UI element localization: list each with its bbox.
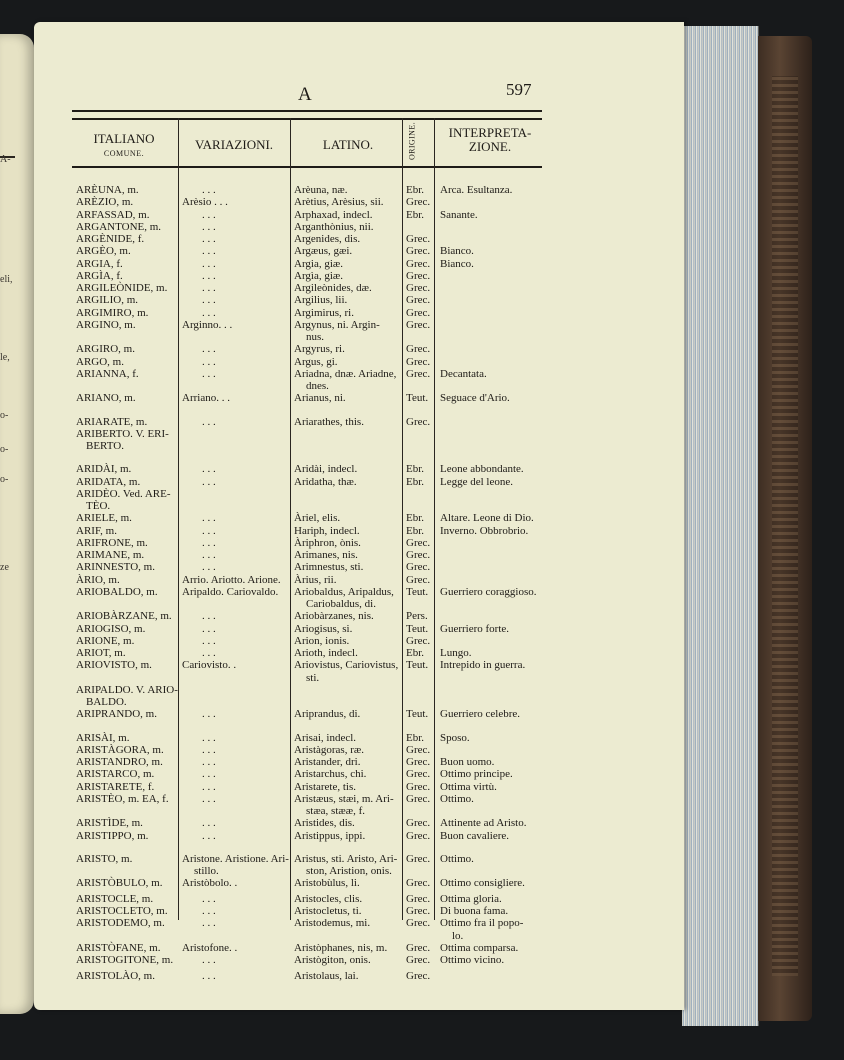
cell-latino: Aristarete, tis. — [294, 780, 357, 793]
column-divider — [402, 118, 403, 920]
cell-origine: Grec. — [406, 917, 431, 930]
cell-latino: sti. — [306, 671, 320, 684]
cell-variazioni: . . . — [202, 954, 216, 967]
cell-italiano: ARISÀI, m. — [76, 731, 130, 744]
cell-interpretazione: Legge del leone. — [440, 475, 513, 488]
cell-italiano: ARIBERTO. V. ERI- — [76, 427, 169, 440]
column-header-origine — [404, 118, 422, 164]
cell-latino: Cariobaldus, di. — [306, 598, 376, 611]
cell-variazioni: Aristòbolo. . — [182, 877, 238, 890]
cell-origine: Grec. — [406, 343, 431, 356]
cell-interpretazione: Ottimo consigliere. — [440, 877, 525, 890]
cell-latino: Aristus, sti. Aristo, Ari- — [294, 852, 398, 865]
cell-latino: Arganthònius, nii. — [294, 220, 374, 233]
cell-italiano: ARIOVISTO, m. — [76, 659, 152, 672]
cell-variazioni: . . . — [202, 792, 216, 805]
cell-italiano: ARISTANDRO, m. — [76, 756, 163, 769]
cell-origine: Grec. — [406, 415, 431, 428]
cell-interpretazione: Guerriero coraggioso. — [440, 585, 537, 598]
cell-origine: Grec. — [406, 367, 431, 380]
cell-origine: Grec. — [406, 634, 431, 647]
cell-variazioni: . . . — [202, 257, 216, 270]
cell-variazioni: . . . — [202, 610, 216, 623]
cell-variazioni: . . . — [202, 731, 216, 744]
cell-variazioni: . . . — [202, 343, 216, 356]
cell-latino: Aristippus, ippi. — [294, 829, 366, 842]
cell-variazioni: . . . — [202, 743, 216, 756]
cell-variazioni: . . . — [202, 756, 216, 769]
cell-latino: Aristobùlus, li. — [294, 877, 360, 890]
cell-italiano: ARIPRANDO, m. — [76, 708, 157, 721]
cell-variazioni: . . . — [202, 780, 216, 793]
cell-latino: Argæus, gæi. — [294, 245, 353, 258]
cell-italiano: BERTO. — [86, 440, 124, 453]
column-header-italiano: ITALIANO — [93, 131, 155, 146]
left-page-fragment: o- — [0, 410, 9, 421]
cell-variazioni: . . . — [202, 622, 216, 635]
cell-origine: Teut. — [406, 392, 429, 405]
cell-interpretazione: Ottima virtù. — [440, 780, 497, 793]
cell-origine: Ebr. — [406, 184, 425, 196]
cell-italiano: TÈO. — [86, 500, 111, 513]
column-divider — [290, 118, 291, 920]
page-number: 597 — [506, 80, 532, 99]
cell-italiano: ARGÌA, f. — [76, 269, 123, 282]
cell-latino: Aristocles, clis. — [294, 892, 363, 905]
cell-latino: Argenides, dis. — [294, 233, 361, 245]
cell-italiano: ARISTÒBULO, m. — [76, 877, 163, 890]
column-divider — [178, 118, 179, 920]
cell-italiano: ARIOBALDO, m. — [76, 585, 158, 598]
cell-interpretazione: Ottima gloria. — [440, 892, 502, 905]
cell-italiano: ARIF, m. — [76, 524, 117, 537]
cell-interpretazione: Bianco. — [440, 257, 474, 270]
cell-italiano: ARISTÈO, m. EA, f. — [76, 792, 169, 805]
cell-variazioni: . . . — [202, 905, 216, 918]
cell-variazioni: . . . — [202, 294, 216, 307]
column-header-italiano-sub: COMUNE. — [103, 149, 145, 158]
header-rule-bottom — [72, 166, 542, 168]
cell-variazioni: . . . — [202, 634, 216, 647]
cell-interpretazione: Buon cavaliere. — [440, 829, 510, 842]
cell-latino: Arimnestus, sti. — [294, 561, 364, 574]
header-rule-top-thin — [72, 118, 542, 120]
cell-interpretazione: Leone abbondante. — [440, 463, 524, 476]
cell-interpretazione: Decantata. — [440, 367, 487, 380]
cell-variazioni: . . . — [202, 220, 216, 233]
cell-italiano: ARISTARCO, m. — [76, 768, 155, 781]
cell-latino: Aristògiton, onis. — [294, 954, 371, 967]
cell-origine: Grec. — [406, 536, 431, 549]
cell-latino: Aristàgoras, ræ. — [294, 743, 364, 756]
cell-italiano: ARIFRONE, m. — [76, 536, 148, 549]
cell-latino: Àriphron, ònis. — [294, 536, 361, 549]
cell-latino: dnes. — [306, 380, 329, 392]
cell-italiano: ARÈZIO, m. — [76, 196, 134, 209]
cell-origine: Teut. — [406, 659, 429, 672]
cell-italiano: ARGILEÒNIDE, m. — [76, 282, 168, 294]
cell-variazioni: . . . — [202, 817, 216, 830]
cell-variazioni: . . . — [202, 708, 216, 721]
cell-variazioni: . . . — [202, 367, 216, 380]
cell-italiano: ARÈUNA, m. — [76, 184, 139, 196]
cell-latino: Arianus, ni. — [294, 392, 346, 405]
cell-variazioni: . . . — [202, 282, 216, 294]
left-page-fragment: eli, — [0, 274, 13, 285]
cell-italiano: ARGÈO, m. — [76, 245, 131, 258]
cell-origine: Grec. — [406, 780, 431, 793]
cell-origine: Grec. — [406, 245, 431, 258]
cell-interpretazione: Ottimo. — [440, 852, 474, 865]
left-page-fragment: le, — [0, 352, 10, 363]
cell-latino: nus. — [306, 331, 325, 343]
cell-variazioni: . . . — [202, 768, 216, 781]
cell-italiano: ARISTOLÀO, m. — [76, 969, 155, 982]
cell-latino: stæa, stææ, f. — [306, 805, 365, 818]
cell-italiano: ARISTODEMO, m. — [76, 917, 165, 930]
cell-origine: Grec. — [406, 792, 431, 805]
cell-origine: Grec. — [406, 257, 431, 270]
cell-origine: Teut. — [406, 622, 429, 635]
cell-origine: Grec. — [406, 905, 431, 918]
cell-variazioni: . . . — [202, 969, 216, 982]
cell-variazioni: . . . — [202, 233, 216, 245]
cell-origine: Ebr. — [406, 463, 425, 476]
cell-origine: Grec. — [406, 852, 431, 865]
cell-italiano: ARIANNA, f. — [76, 367, 139, 380]
left-page-edge — [0, 34, 34, 1014]
cell-interpretazione: Ottimo. — [440, 792, 474, 805]
cell-italiano: ARISTÌDE, m. — [76, 817, 143, 830]
cell-italiano: ARIANO, m. — [76, 392, 136, 405]
cell-variazioni: . . . — [202, 306, 216, 319]
cell-origine: Grec. — [406, 196, 431, 209]
cell-latino: Arètius, Arèsius, sii. — [294, 196, 384, 209]
left-page-fragment: A- — [0, 154, 11, 165]
cell-variazioni: . . . — [202, 512, 216, 525]
cell-italiano: ARISTIPPO, m. — [76, 829, 149, 842]
cell-interpretazione: Ottimo fra il popo- — [440, 917, 524, 930]
cell-variazioni: . . . — [202, 549, 216, 562]
cell-variazioni: Aripaldo. Cariovaldo. — [182, 585, 279, 598]
cell-variazioni: Aristofone. . — [182, 941, 238, 954]
cell-italiano: ARIOT, m. — [76, 647, 126, 660]
cell-latino: Argynus, ni. Argin- — [294, 318, 380, 331]
cell-interpretazione: Buon uomo. — [440, 756, 495, 769]
cell-variazioni: . . . — [202, 536, 216, 549]
cell-variazioni: Aristone. Aristione. Ari- — [182, 852, 289, 865]
cell-interpretazione: Seguace d'Ario. — [440, 392, 510, 405]
book-cover — [758, 36, 812, 1021]
cell-variazioni: . . . — [202, 892, 216, 905]
cell-interpretazione: Attinente ad Aristo. — [440, 817, 527, 830]
cell-latino: Aristander, dri. — [294, 756, 361, 769]
column-header-interpretazione: INTERPRETA- ZIONE. — [448, 125, 532, 155]
cell-latino: Hariph, indecl. — [294, 524, 360, 537]
cell-origine: Grec. — [406, 282, 431, 294]
cell-interpretazione: Sposo. — [440, 731, 470, 744]
cell-interpretazione: lo. — [452, 929, 464, 942]
cell-italiano: BALDO. — [86, 696, 127, 709]
cell-interpretazione: Ottimo vicino. — [440, 954, 505, 967]
cell-variazioni: Arèsio . . . — [182, 196, 228, 209]
column-header-latino: LATINO. — [322, 137, 374, 152]
cell-variazioni: . . . — [202, 184, 216, 196]
cell-origine: Grec. — [406, 573, 431, 586]
cell-variazioni: . . . — [202, 829, 216, 842]
cell-italiano: ARISTÒFANE, m. — [76, 941, 161, 954]
cell-latino: Arion, ionis. — [294, 634, 350, 647]
cell-italiano: ARINNESTO, m. — [76, 561, 155, 574]
cell-latino: Aridài, indecl. — [294, 463, 358, 476]
page-edges — [682, 26, 759, 1026]
cell-origine: Grec. — [406, 294, 431, 307]
cell-interpretazione: Ottima comparsa. — [440, 941, 519, 954]
cell-italiano: ARISTOCLE, m. — [76, 892, 154, 905]
cell-italiano: ARGILIO, m. — [76, 294, 139, 307]
cell-latino: Arisai, indecl. — [294, 731, 357, 744]
cell-origine: Grec. — [406, 233, 431, 245]
cell-origine: Ebr. — [406, 731, 425, 744]
cell-origine: Grec. — [406, 941, 431, 954]
cell-interpretazione: Lungo. — [440, 647, 472, 660]
cell-italiano: ARIMANE, m. — [76, 549, 145, 562]
cell-latino: Ariadna, dnæ. Ariadne, — [294, 367, 397, 380]
cell-origine: Ebr. — [406, 524, 425, 537]
cell-italiano: ARGIMIRO, m. — [76, 306, 149, 319]
cell-interpretazione: Arca. Esultanza. — [440, 184, 513, 196]
cell-origine: Grec. — [406, 549, 431, 562]
cell-origine: Grec. — [406, 306, 431, 319]
cell-origine: Ebr. — [406, 512, 425, 525]
cell-variazioni: stillo. — [194, 865, 219, 878]
cell-latino: Aridatha, thæ. — [294, 475, 357, 488]
cell-variazioni: . . . — [202, 415, 216, 428]
cell-italiano: ARIELE, m. — [76, 512, 132, 525]
cell-origine: Pers. — [406, 610, 428, 623]
cell-latino: Arèuna, næ. — [294, 184, 348, 196]
cell-variazioni: . . . — [202, 355, 216, 368]
cell-italiano: ÀRIO, m. — [76, 573, 120, 586]
cell-latino: Arimanes, nis. — [294, 549, 358, 562]
cell-origine: Grec. — [406, 318, 431, 331]
left-page-fragment: o- — [0, 474, 9, 485]
cell-latino: Argyrus, ri. — [294, 343, 345, 356]
cell-origine: Grec. — [406, 743, 431, 756]
cell-variazioni: . . . — [202, 561, 216, 574]
cell-latino: Ariogisus, si. — [294, 622, 353, 635]
cell-italiano: ARIDÀI, m. — [76, 463, 132, 476]
cell-italiano: ARIPALDO. V. ARIO- — [76, 683, 178, 696]
cell-variazioni: . . . — [202, 208, 216, 221]
cell-italiano: ARIARATE, m. — [76, 415, 148, 428]
cell-variazioni: . . . — [202, 647, 216, 660]
cell-latino: Argia, giæ. — [294, 257, 343, 270]
cell-italiano: ARISTOGITONE, m. — [76, 954, 174, 967]
cell-italiano: ARISTARETE, f. — [76, 780, 155, 793]
cell-latino: Aristarchus, chi. — [294, 768, 367, 781]
left-page-fragment: o- — [0, 444, 9, 455]
cell-latino: Ariprandus, di. — [294, 708, 361, 721]
cell-origine: Grec. — [406, 756, 431, 769]
cell-variazioni: . . . — [202, 917, 216, 930]
cell-latino: Aristodemus, mi. — [294, 917, 371, 930]
cell-variazioni: Arriano. . . — [182, 392, 230, 405]
cell-latino: Àrius, rii. — [294, 573, 337, 586]
cell-origine: Grec. — [406, 269, 431, 282]
cell-variazioni: Arrio. Ariotto. Arione. — [182, 573, 281, 586]
cell-origine: Grec. — [406, 817, 431, 830]
cell-latino: Argimirus, ri. — [294, 306, 354, 319]
cell-italiano: ARFASSAD, m. — [76, 208, 150, 221]
header-rule-top — [72, 110, 542, 112]
cell-variazioni: Cariovisto. . — [182, 659, 237, 672]
column-header-origine-label: ORIGINE. — [407, 121, 417, 161]
cell-origine: Ebr. — [406, 208, 425, 221]
cell-interpretazione: Bianco. — [440, 245, 474, 258]
cell-latino: Ariobaldus, Aripaldus, — [294, 585, 394, 598]
column-divider — [434, 118, 435, 920]
cell-latino: Aristæus, stæi, m. Ari- — [294, 792, 394, 805]
cell-interpretazione: Altare. Leone di Dio. — [440, 512, 534, 525]
cell-interpretazione: Inverno. Obbrobrio. — [440, 524, 529, 537]
cell-latino: Argilius, lii. — [294, 294, 348, 307]
cell-origine: Grec. — [406, 355, 431, 368]
cell-origine: Grec. — [406, 768, 431, 781]
cell-italiano: ARGIA, f. — [76, 257, 123, 270]
cell-italiano: ARGO, m. — [76, 355, 124, 368]
cell-variazioni: . . . — [202, 245, 216, 258]
cell-variazioni: . . . — [202, 463, 216, 476]
cell-variazioni: . . . — [202, 524, 216, 537]
cell-italiano: ARGÈNIDE, f. — [76, 233, 145, 245]
cell-italiano: ARIDATA, m. — [76, 475, 141, 488]
cell-origine: Ebr. — [406, 647, 425, 660]
cell-origine: Grec. — [406, 877, 431, 890]
cell-origine: Ebr. — [406, 475, 425, 488]
cell-origine: Grec. — [406, 892, 431, 905]
cell-italiano: ARIOGISO, m. — [76, 622, 146, 635]
cell-italiano: ARISTO, m. — [76, 852, 133, 865]
cell-latino: Ariovistus, Cariovistus, — [294, 659, 399, 672]
cell-origine: Grec. — [406, 954, 431, 967]
cell-italiano: ARISTÀGORA, m. — [76, 743, 164, 756]
cell-latino: Ariarathes, this. — [294, 415, 364, 428]
cell-italiano: ARIONE, m. — [76, 634, 135, 647]
cell-latino: Arioth, indecl. — [294, 647, 358, 660]
left-page-fragment: ze — [0, 562, 9, 573]
cell-latino: ston, Aristion, onis. — [306, 865, 392, 878]
cell-latino: Arphaxad, indecl. — [294, 208, 373, 221]
cell-latino: Argus, gi. — [294, 355, 338, 368]
cell-interpretazione: Guerriero celebre. — [440, 708, 521, 721]
cell-origine: Grec. — [406, 969, 431, 982]
cell-italiano: ARGANTONE, m. — [76, 220, 162, 233]
cell-interpretazione: Sanante. — [440, 208, 478, 221]
cell-interpretazione: Ottimo principe. — [440, 768, 513, 781]
cell-latino: Aristides, dis. — [294, 817, 355, 830]
cell-variazioni: . . . — [202, 475, 216, 488]
cell-italiano: ARGINO, m. — [76, 318, 136, 331]
cell-latino: Argìa, giæ. — [294, 269, 343, 282]
running-head: A — [298, 84, 312, 105]
cell-italiano: ARIOBÀRZANE, m. — [76, 610, 172, 623]
cell-latino: Aristolaus, lai. — [294, 969, 359, 982]
cell-variazioni: Arginno. . . — [182, 318, 233, 331]
cell-italiano: ARIDÈO. Ved. ARE- — [76, 487, 171, 500]
cell-italiano: ARISTOCLETO, m. — [76, 905, 168, 918]
cell-origine: Teut. — [406, 708, 429, 721]
cell-latino: Àriel, elis. — [294, 512, 341, 525]
cell-latino: Aristocletus, ti. — [294, 905, 362, 918]
cell-latino: Ariobàrzanes, nis. — [294, 610, 374, 623]
cell-latino: Aristòphanes, nis, m. — [294, 941, 388, 954]
cell-italiano: ARGIRO, m. — [76, 343, 135, 356]
cell-origine: Grec. — [406, 829, 431, 842]
cell-origine: Grec. — [406, 561, 431, 574]
cell-interpretazione: Di buona fama. — [440, 905, 509, 918]
column-header-variazioni: VARIAZIONI. — [194, 137, 274, 152]
cell-variazioni: . . . — [202, 269, 216, 282]
cell-origine: Teut. — [406, 585, 429, 598]
cell-interpretazione: Guerriero forte. — [440, 622, 510, 635]
cell-latino: Argileònides, dæ. — [294, 282, 372, 294]
cell-interpretazione: Intrepido in guerra. — [440, 659, 526, 672]
